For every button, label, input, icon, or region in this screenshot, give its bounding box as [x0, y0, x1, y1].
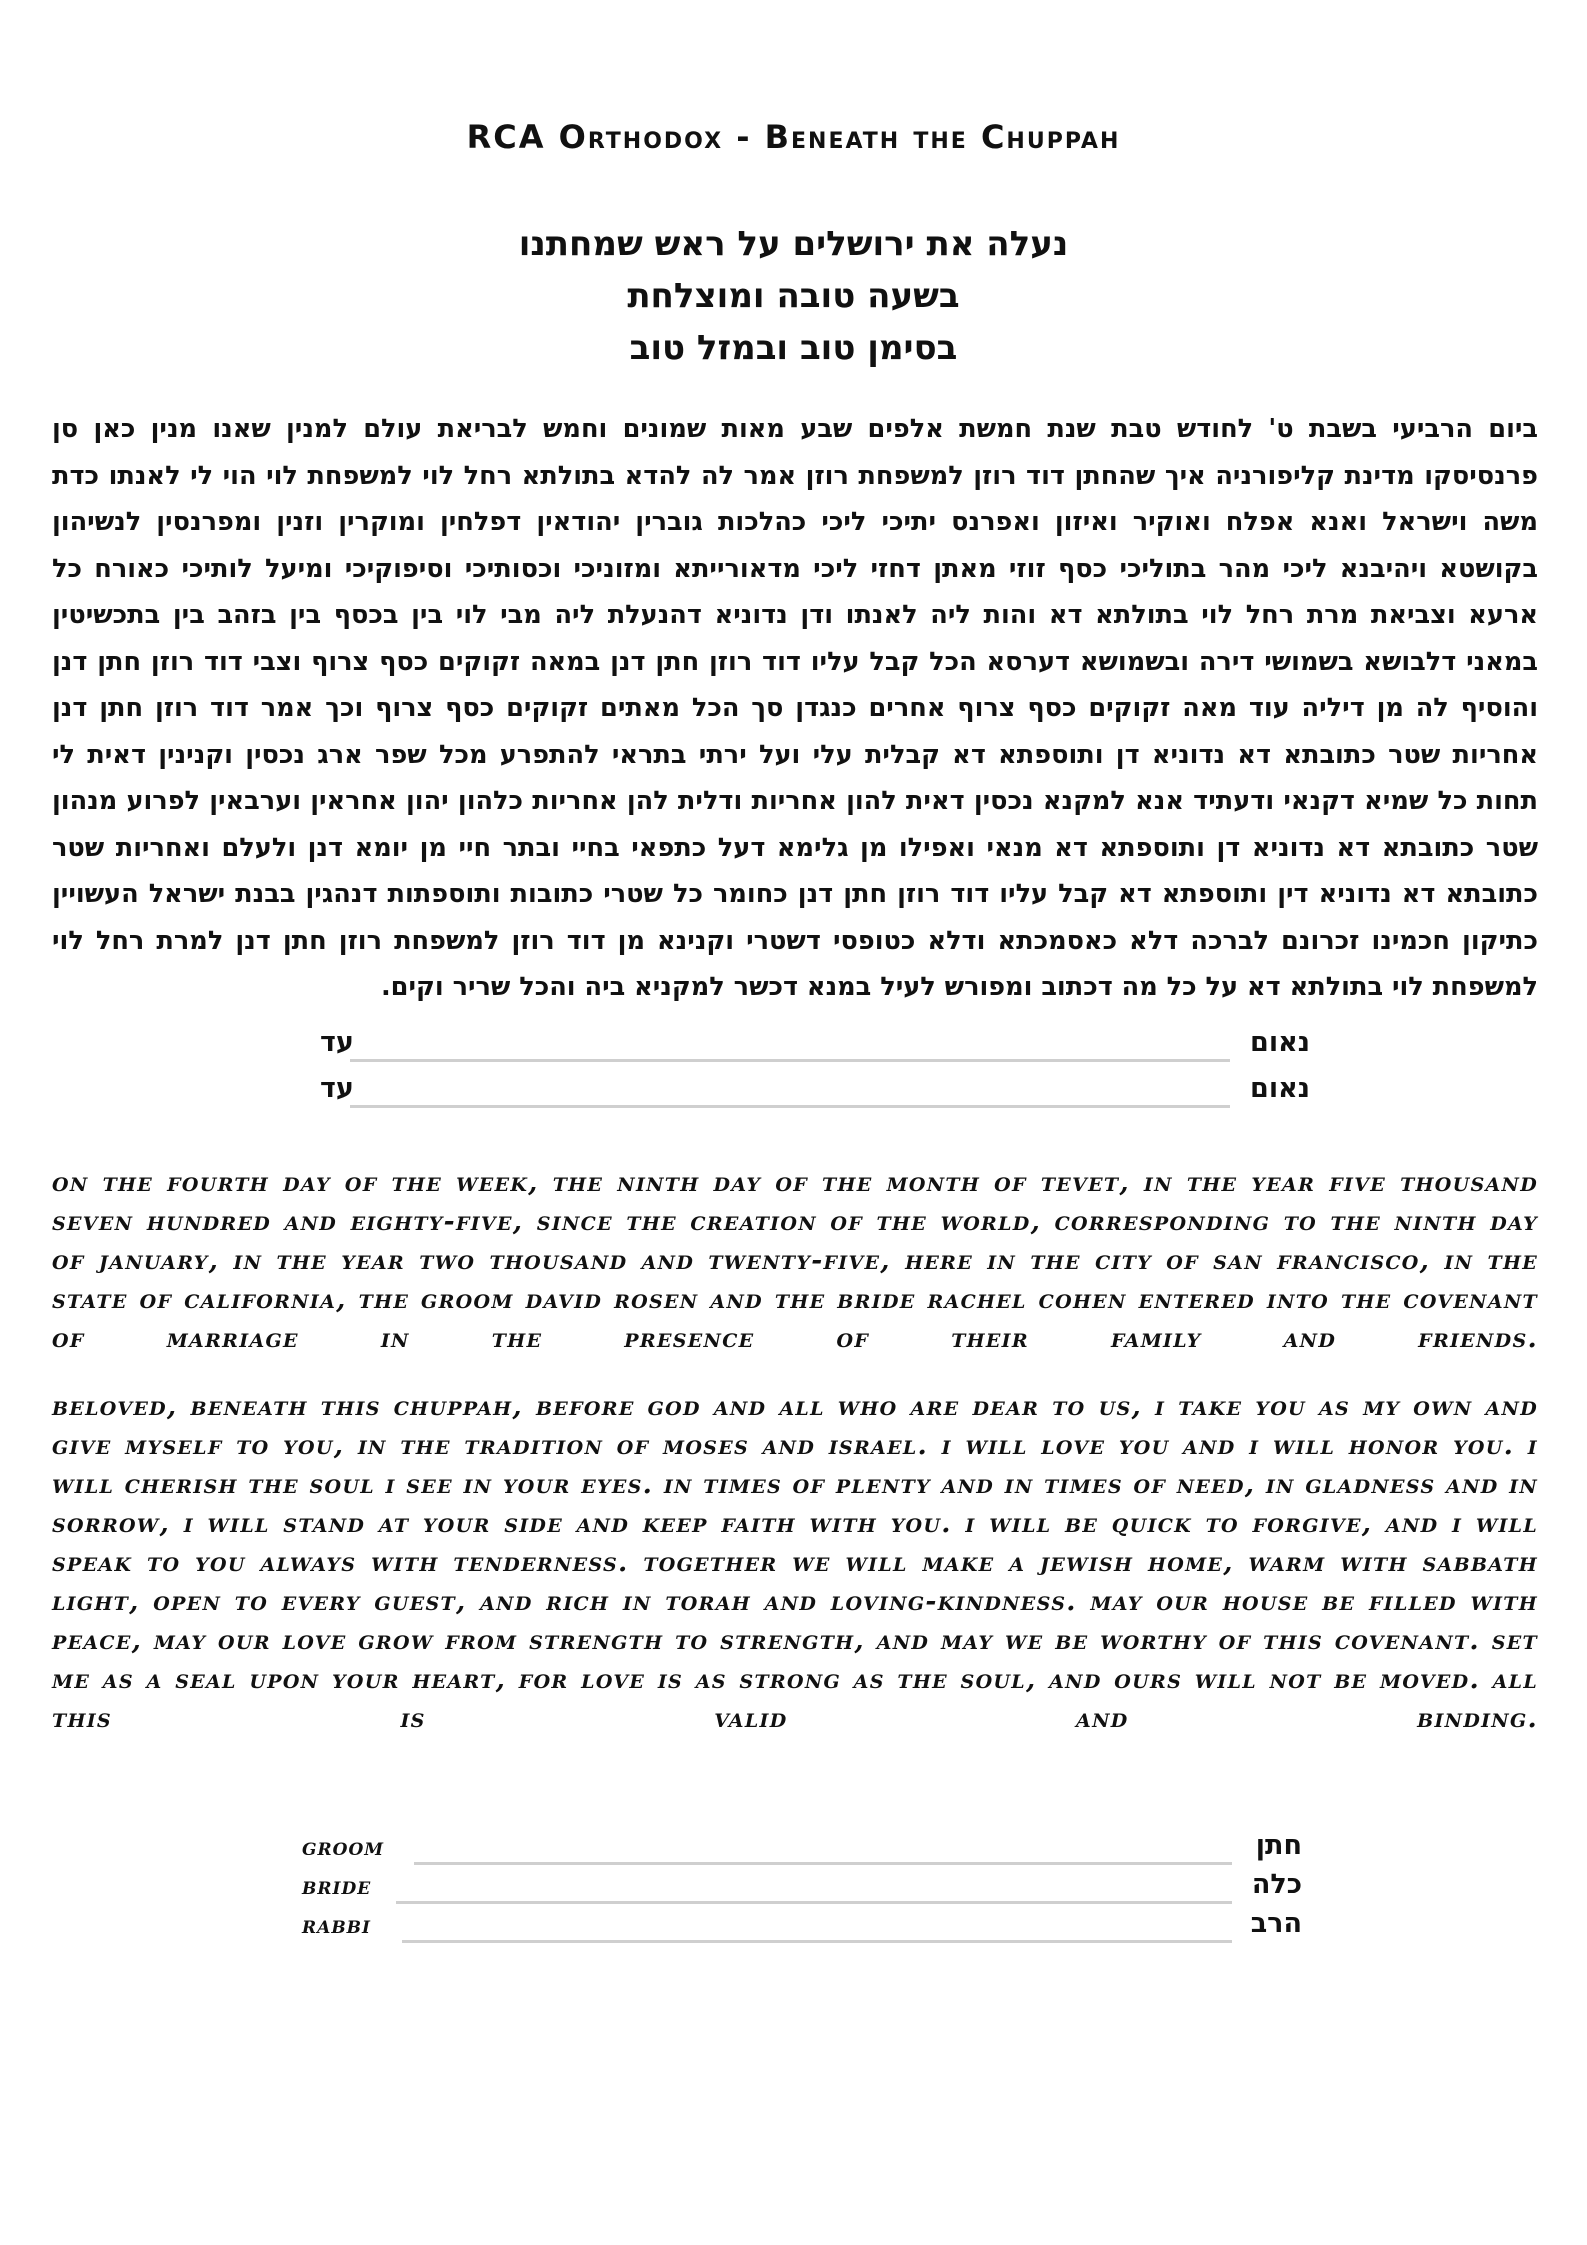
signature-label-he: כלה [1251, 1869, 1302, 1900]
signature-line[interactable] [414, 1862, 1232, 1865]
hebrew-heading-line: בסימן טוב ובמזל טוב [629, 328, 958, 368]
english-paragraph: beloved, beneath this chuppah, before god and all who are dear to us, i take you as my own and give myself to you, in the tradition of moses and israel. i will love you and i will honor you. i will cherish the soul i see in your eyes. in times of plenty and in times of need, in gladness and in sorrow, i will stand at your side and keep faith with you. i will be quick to forgive, and i will speak to you always with tenderness. together we will make a jewish home, warm with sabbath light, open to every guest, and rich in torah and loving-kindness. may our house be filled with peace, may our love grow from strength to strength, and may we be worthy of this covenant. set me as a seal upon your heart, for love is as strong as the soul, and ours will not be moved. all this is valid and binding. [52, 1391, 1539, 1734]
hebrew-heading-line: נעלה את ירושלים על ראש שמחתנו [518, 224, 1069, 264]
hebrew-heading [0, 218, 1587, 374]
bride-signature-row[interactable] [302, 1871, 1302, 1909]
hebrew-body-text: ביום הרביעי בשבת ט' לחודש טבת שנת חמשת אלפים שבע מאות שמונים וחמש לבריאת עולם למנין שאנו מנין כאן סן פרנסיסקו מדינת קליפורניה איך שהחתן דוד רוזן למשפחת רוזן אמר לה להדא בתולתא רחל לוי למשפחת לוי הוי לי לאנתו כדת משה וישראל ואנא אפלח ואוקיר ואיזון ואפרנס יתיכי ליכי כהלכות גוברין יהודאין דפלחין ומוקרין וזנין ומפרנסין לנשיהון בקושטא ויהיבנא ליכי מהר בתוליכי כסף זוזי מאתן דחזי ליכי מדאורייתא ומזוניכי וכסותיכי וסיפוקיכי ומיעל לותיכי כאורח כל ארעא וצביאת מרת רחל לוי בתולתא דא והות ליה לאנתו ודן נדוניא דהנעלת ליה מבי לוי בין בכסף בין בזהב בין בתכשיטין במאני דלבושא בשמושי דירה ובשמושא דערסא הכל קבל עליו דוד רוזן חתן דנן במאה זקוקים כסף צרוף וצבי דוד רוזן חתן דנן והוסיף לה מן דיליה עוד מאה זקוקים כסף צרוף אחרים כנגדן סך הכל מאתים זקוקים כסף צרוף וכך אמר דוד רוזן חתן דנן אחריות שטר כתובתא דא נדוניא דן ותוספתא דא קבלית עלי ועל ירתי בתראי להתפרע מכל שפר ארג נכסין וקנינין דאית לי תחות כל שמיא דקנאי ודעתיד אנא למקנא נכסין דאית להון אחריות ודלית להן אחריות כלהון יהון אחראין וערבאין לפרוע מנהון שטר כתובתא דא נדוניא דן ותוספתא דא מנאי ואפילו מן גלימא דעל כתפאי בחיי ובתר חיי מן יומא דנן ולעלם ואחריות שטר כתובתא דא נדוניא דין ותוספתא דא קבל עליו דוד רוזן חתן דנן כחומר כל שטרי כתובות ותוספתות דנהגין בבנת ישראל העשויין כתיקון חכמינו זכרונם לברכה דלא כאסמכתא ודלא כטופסי דשטרי וקנינא מן דוד רוזן למשפחת רוזן חתן דנן למרת רחל לוי למשפחת לוי בתולתא דא על כל מה דכתוב ומפורש לעיל במנא דכשר למקניא ביה והכל שריר וקים. [52, 414, 1538, 1002]
witness-declaration-label: נאום [1250, 1073, 1310, 1104]
signature-line[interactable] [350, 1059, 1230, 1062]
signature-label-en: groom [302, 1832, 385, 1861]
signature-line[interactable] [402, 1940, 1232, 1943]
signature-label-en: bride [302, 1871, 372, 1900]
signature-line[interactable] [396, 1901, 1232, 1904]
witness-declaration-label: נאום [1250, 1027, 1310, 1058]
document-title: RCA Orthodox - Beneath the Chuppah [466, 118, 1121, 156]
witness-signature-line[interactable] [320, 1027, 1310, 1067]
witness-signature-line[interactable] [320, 1073, 1310, 1113]
english-paragraph: on the fourth day of the week, the ninth day of the month of tevet, in the year five thousand seven hundred and eighty-five, since the creation of the world, corresponding to the ninth day of january, in the year two thousand and twenty-five, here in the city of san francisco, in the state of california, the groom david rosen and the bride rachel cohen entered into the covenant of marriage in the presence of their family and friends. [52, 1167, 1538, 1354]
signature-line[interactable] [350, 1105, 1230, 1108]
signature-label-he: חתן [1255, 1830, 1302, 1861]
signature-label-he: הרב [1250, 1908, 1302, 1939]
hebrew-heading-line: בשעה טובה ומוצלחת [627, 276, 960, 316]
witness-label: עד [320, 1027, 354, 1058]
rabbi-signature-row[interactable] [302, 1910, 1302, 1948]
groom-signature-row[interactable] [302, 1832, 1302, 1870]
signature-label-en: rabbi [302, 1910, 372, 1939]
witness-label: עד [320, 1073, 354, 1104]
